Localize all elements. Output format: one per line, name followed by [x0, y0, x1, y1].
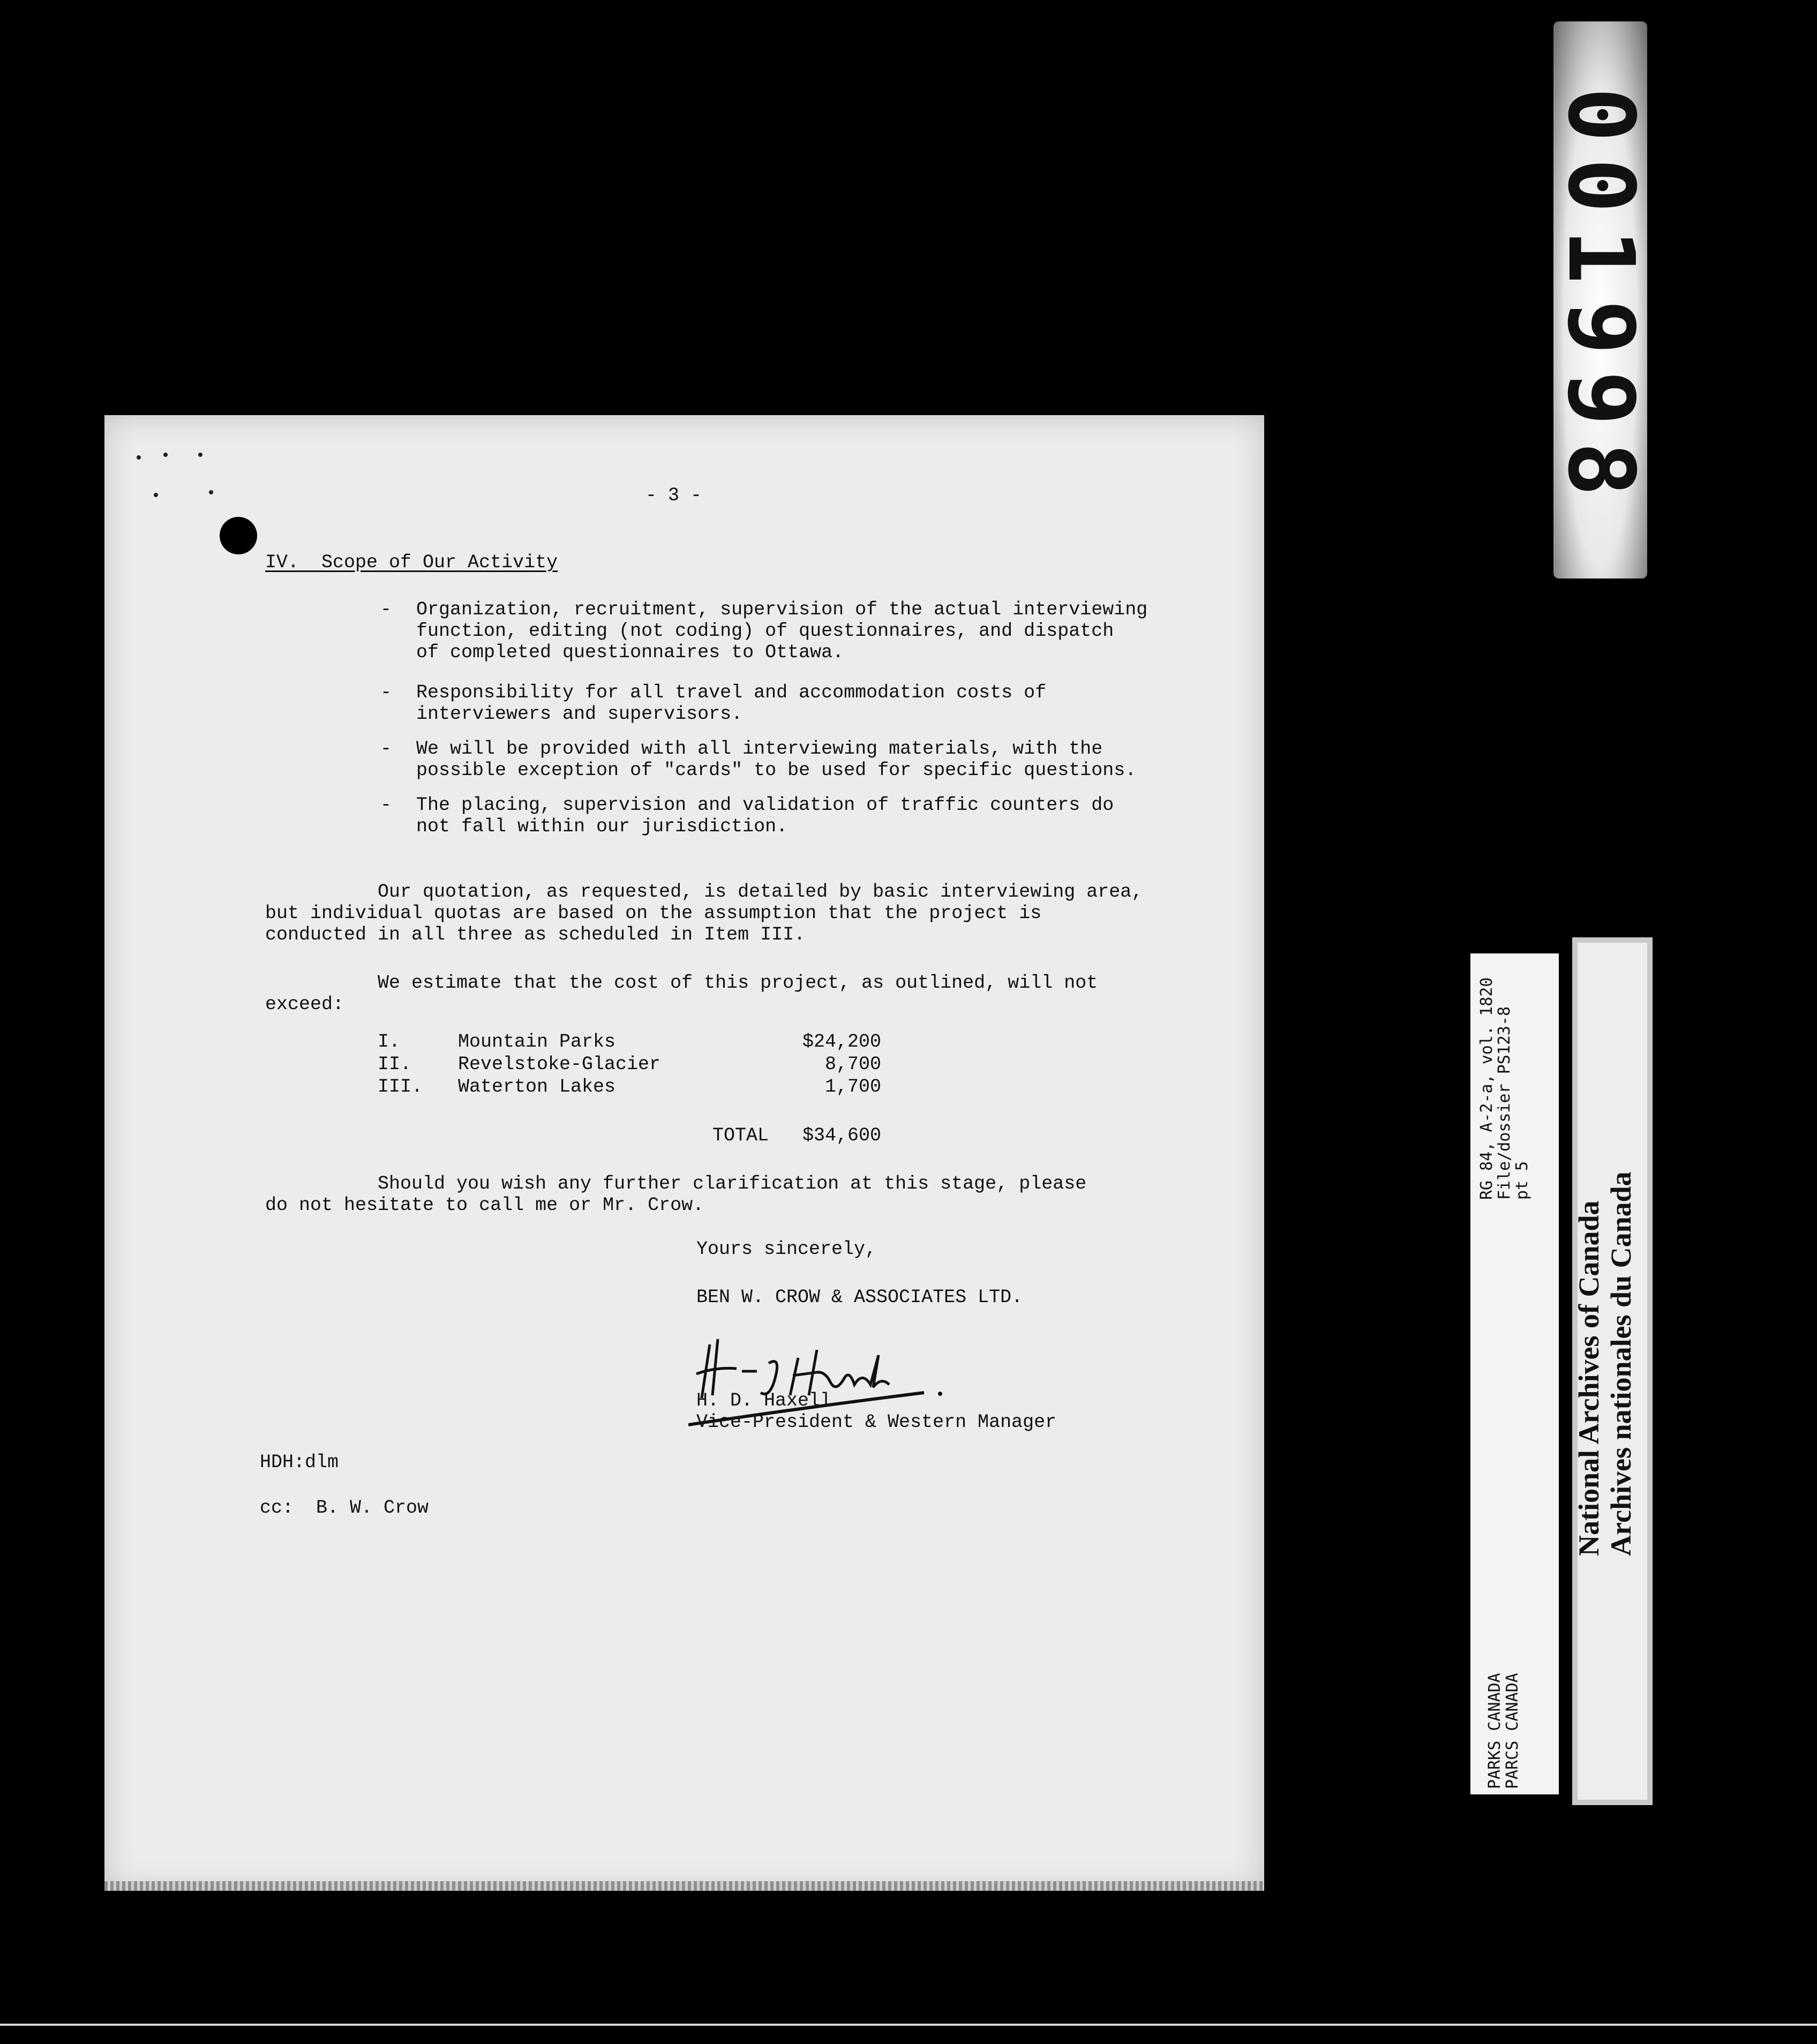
cc-line: cc: B. W. Crow	[260, 1497, 429, 1519]
signer-name: H. D. Haxell	[696, 1390, 832, 1411]
cost-num: I.	[378, 1031, 401, 1053]
paragraph-2-line-2: exceed:	[265, 994, 344, 1015]
bullet-4-line-2: not fall within our jurisdiction.	[416, 816, 788, 837]
speck	[198, 453, 202, 457]
signer-title: Vice-President & Western Manager	[696, 1411, 1057, 1433]
bullet-3-line-1: We will be provided with all interviewing materials, with the	[416, 738, 1103, 760]
section-heading-text: IV. Scope of Our Activity	[265, 552, 558, 573]
cost-area: Waterton Lakes	[458, 1076, 616, 1098]
paragraph-3-line-2: do not hesitate to call me or Mr. Crow.	[265, 1194, 704, 1216]
company-name: BEN W. CROW & ASSOCIATES LTD.	[696, 1287, 1023, 1308]
closing: Yours sincerely,	[696, 1238, 877, 1260]
speck	[209, 490, 213, 494]
agency-line-1: PARKS CANADA	[1485, 1673, 1504, 1789]
paragraph-3-line-1: Should you wish any further clarification at this stage, please	[378, 1173, 1087, 1194]
paragraph-1-line-1: Our quotation, as requested, is detailed by basic interviewing area,	[378, 881, 1143, 903]
agency-line-2: PARCS CANADA	[1503, 1673, 1522, 1789]
paragraph-1-line-3: conducted in all three as scheduled in Item III.	[265, 924, 806, 945]
archives-name-french: Archives nationales du Canada	[1605, 1171, 1637, 1556]
page-number: - 3 -	[645, 485, 702, 506]
bullet-dash: -	[380, 599, 392, 620]
section-heading	[265, 552, 558, 573]
frame-number: 001998	[1547, 87, 1654, 513]
typist-initials: HDH:dlm	[260, 1452, 339, 1473]
bullet-dash: -	[380, 682, 392, 703]
bullet-2-line-1: Responsibility for all travel and accommodation costs of	[416, 682, 1047, 703]
cost-num: III.	[378, 1076, 423, 1098]
page-bottom-edge	[104, 1881, 1264, 1891]
bullet-1-line-1: Organization, recruitment, supervision of the actual interviewing	[416, 599, 1148, 620]
cost-amount: 1,700	[824, 1076, 881, 1098]
frame-number-strip	[1547, 21, 1654, 578]
bullet-dash: -	[380, 794, 392, 816]
cost-area: Mountain Parks	[458, 1031, 616, 1053]
speck	[137, 455, 141, 460]
reference-line-2: File/dossier PS123-8	[1495, 1006, 1514, 1200]
reference-line-3: pt 5	[1513, 1161, 1531, 1200]
speck	[154, 493, 158, 497]
cost-amount: 8,700	[824, 1054, 881, 1075]
total-amount: $34,600	[802, 1125, 881, 1146]
total-label: TOTAL	[712, 1125, 769, 1146]
bullet-1-line-3: of completed questionnaires to Ottawa.	[416, 642, 844, 663]
bullet-3-line-2: possible exception of "cards" to be used for specific questions.	[416, 760, 1137, 781]
paragraph-2-line-1: We estimate that the cost of this project, as outlined, will not	[378, 972, 1098, 994]
speck	[163, 453, 168, 457]
punch-hole	[220, 517, 257, 554]
bullet-4-line-1: The placing, supervision and validation of traffic counters do	[416, 794, 1114, 816]
bullet-1-line-2: function, editing (not coding) of questionnaires, and dispatch	[416, 620, 1114, 642]
film-edge-line	[0, 2024, 1817, 2026]
paragraph-1-line-2: but individual quotas are based on the assumption that the project is	[265, 903, 1042, 924]
cost-num: II.	[378, 1054, 412, 1075]
letter-page	[104, 415, 1264, 1891]
reference-line-1: RG 84, A-2-a, vol. 1820	[1477, 977, 1496, 1200]
cost-amount: $24,200	[802, 1031, 881, 1053]
cost-area: Revelstoke-Glacier	[458, 1054, 661, 1075]
bullet-2-line-2: interviewers and supervisors.	[416, 703, 743, 725]
bullet-dash: -	[380, 738, 392, 760]
archives-name-english: National Archives of Canada	[1573, 1200, 1605, 1556]
